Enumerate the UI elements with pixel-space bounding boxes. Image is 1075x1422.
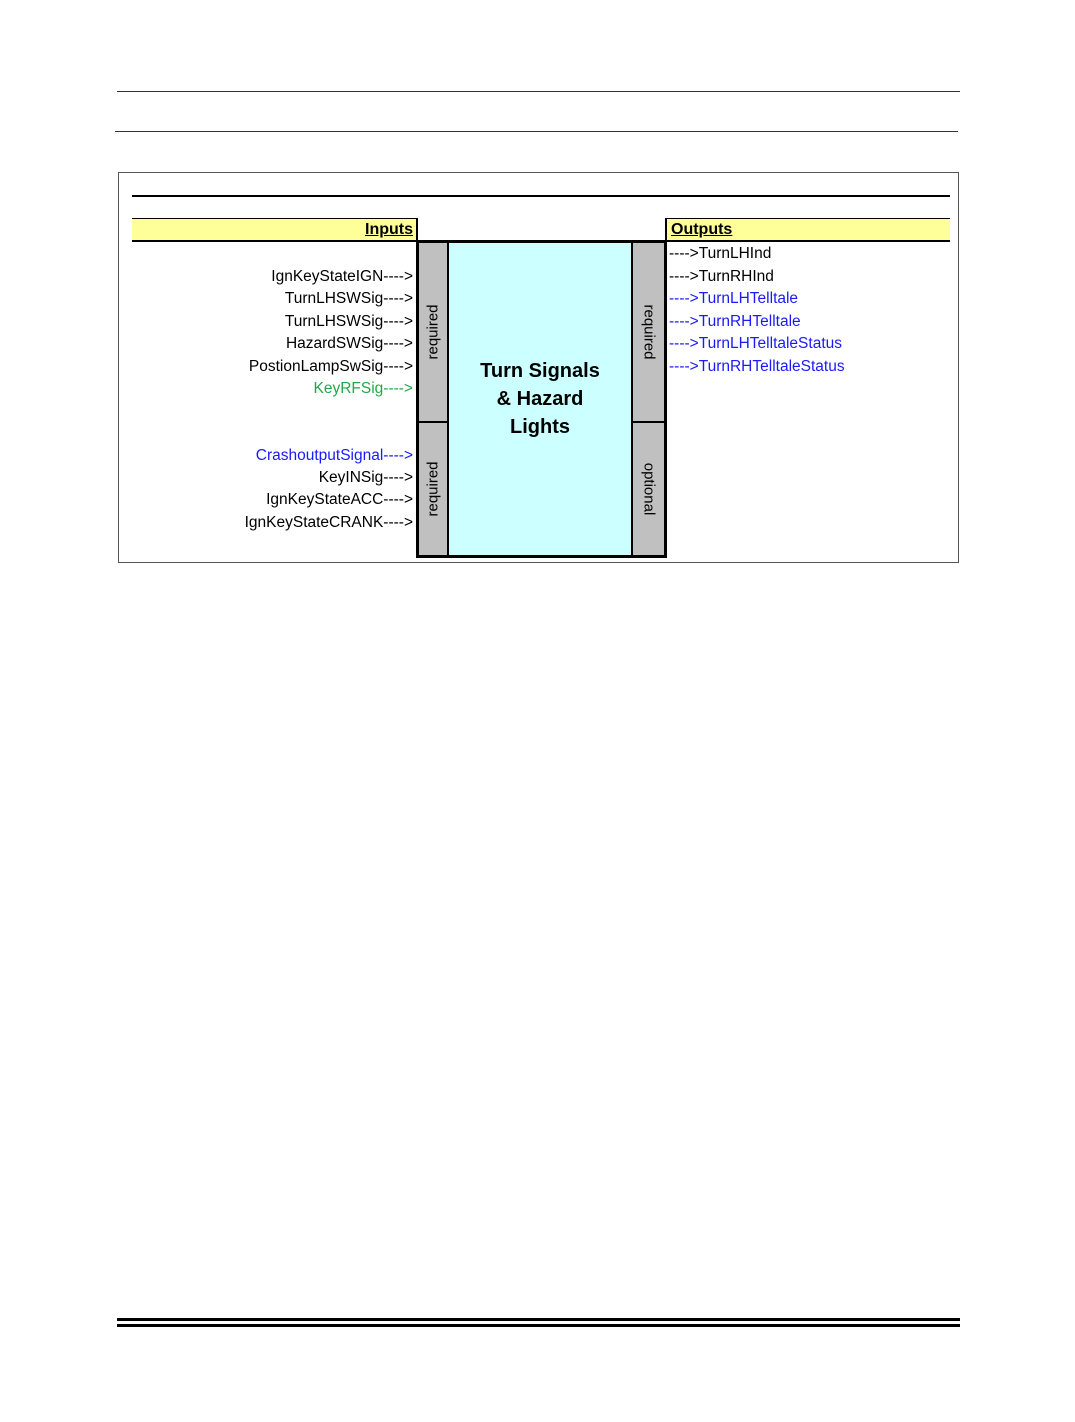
component-title-line: & Hazard	[496, 388, 584, 410]
port-label: required	[424, 304, 442, 360]
diagram-top-rule	[132, 195, 950, 197]
input-signal: IgnKeyStateCRANK---->	[244, 514, 413, 531]
port-label: required	[640, 304, 657, 360]
output-port-optional	[631, 423, 664, 555]
output-signal: ---->TurnLHInd	[669, 245, 772, 262]
outputs-header: Outputs	[665, 218, 950, 242]
port-label: optional	[640, 462, 657, 516]
input-signal: PostionLampSwSig---->	[248, 358, 413, 375]
input-signal: HazardSWSig---->	[285, 335, 413, 352]
input-signal: KeyINSig---->	[318, 469, 413, 486]
header-rule-top	[117, 91, 960, 92]
output-signal: ---->TurnLHTelltale	[669, 290, 799, 307]
port-label: required	[424, 461, 442, 517]
input-signal: TurnLHSWSig---->	[284, 313, 413, 330]
input-signal: KeyRFSig---->	[313, 380, 413, 397]
footer-rule-bottom	[117, 1324, 960, 1327]
input-signal: IgnKeyStateACC---->	[266, 491, 413, 508]
inputs-header: Inputs	[132, 218, 418, 242]
input-signal: CrashoutputSignal---->	[255, 447, 413, 464]
component-title-line: Lights	[510, 416, 570, 438]
output-signal: ---->TurnLHTelltaleStatus	[669, 335, 842, 352]
input-port-required-1	[419, 243, 449, 423]
input-signal: IgnKeyStateIGN---->	[271, 268, 413, 285]
input-port-required-2	[419, 423, 449, 555]
component-title	[451, 357, 629, 441]
input-signal: TurnLHSWSig---->	[284, 290, 413, 307]
output-signal: ---->TurnRHTelltaleStatus	[669, 358, 845, 375]
output-signal: ---->TurnRHTelltale	[669, 313, 801, 330]
output-port-required	[631, 243, 664, 423]
header-rule-bottom	[115, 131, 958, 132]
component-title-line: Turn Signals	[480, 360, 600, 382]
footer-rule-top	[117, 1318, 960, 1321]
output-signal: ---->TurnRHInd	[669, 268, 774, 285]
